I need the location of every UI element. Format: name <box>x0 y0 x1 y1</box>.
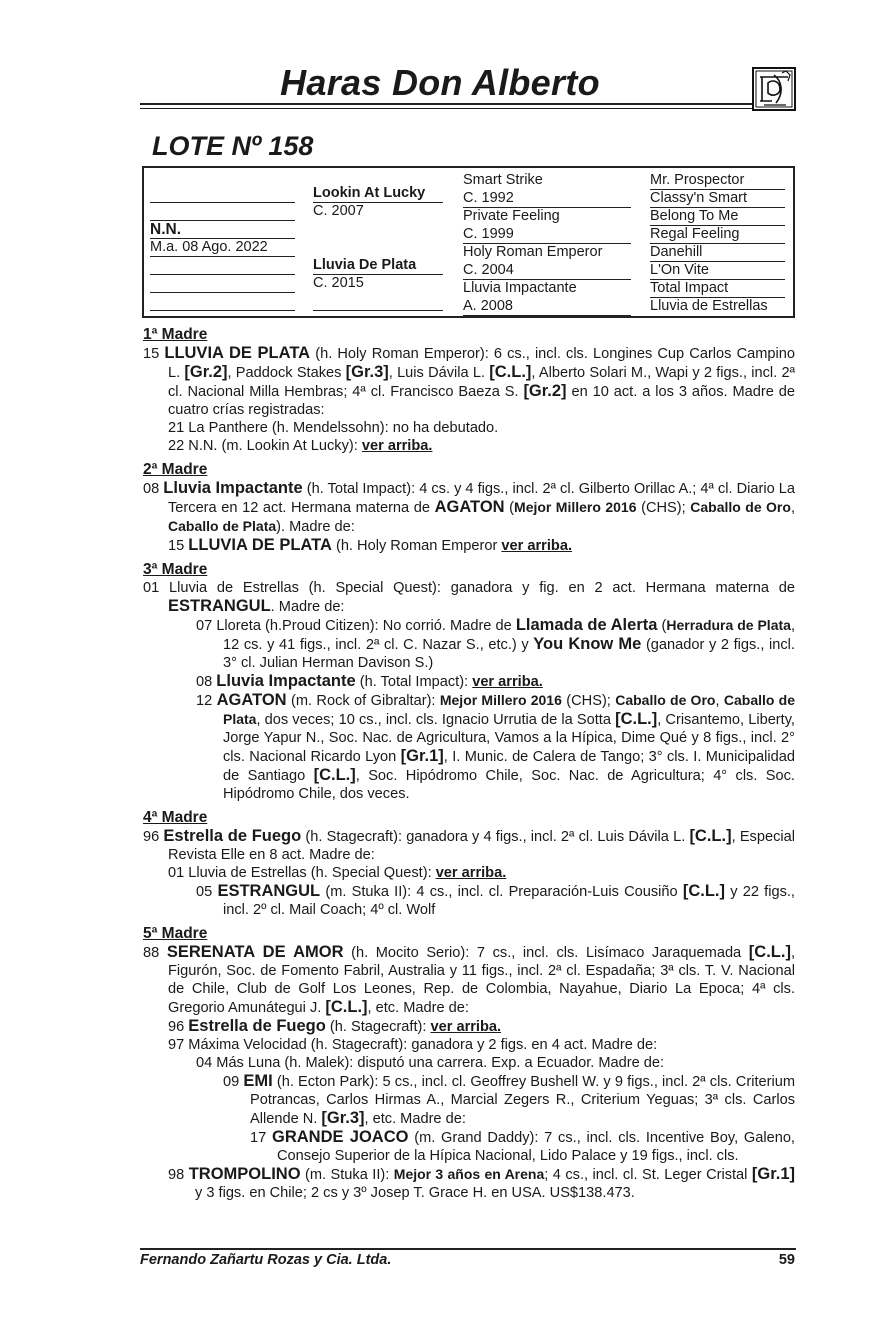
entry: 09 EMI (h. Ecton Park): 5 cs., incl. cl. Geoffrey Bushell W. y 9 figs., incl. 2ª cls. Criterium Potrancas, Carlos Hirmas A., Marcial Zegers R., Criterium Yeguas; 3ª cls. Carlos Allende N. [Gr.3], etc. Madre de: <box>223 1072 795 1127</box>
entry: 05 ESTRANGUL (m. Stuka II): 4 cs., incl. cl. Preparación-Luis Cousiño [C.L.] y 22 figs., incl. 2º cl. Mail Coach; 4º cl. Wolf <box>196 882 795 918</box>
entry: 15 LLUVIA DE PLATA (h. Holy Roman Emperor): 6 cs., incl. cls. Longines Cup Carlos Campino L. [Gr.2], Paddock Stakes [Gr.3], Luis Dávila L. [C.L.], Alberto Solari M., Wapi y 2 figs., incl. 2ª cl. Nacional Milla Hembras; 4ª cl. Francisco Baeza S. [Gr.2] en 10 act. a los 3 años. Madre de cuatro crías registradas: <box>143 344 795 418</box>
entry: 97 Máxima Velocidad (h. Stagecraft): ganadora y 2 figs. en 4 act. Madre de: <box>168 1037 658 1053</box>
lot-title: LOTE Nº 158 <box>152 131 314 161</box>
pedigree-sire-dam-info: C. 1999 <box>463 226 631 244</box>
section-third-dam <box>143 561 795 803</box>
pedigree-rule <box>150 203 295 221</box>
pedigree-g3-3: Belong To Me <box>650 208 785 226</box>
entry: 96 Estrella de Fuego (h. Stagecraft): ver arriba. <box>168 1017 502 1035</box>
pedigree-rule <box>313 293 443 311</box>
entry: 98 TROMPOLINO (m. Stuka II): Mejor 3 años en Arena; 4 cs., incl. cl. St. Leger Cristal [Gr.1] y 3 figs. en Chile; 2 cs y 3º Josep T. Grace H. en USA. US$138.473. <box>168 1165 795 1201</box>
footer-publisher: Fernando Zañartu Rozas y Cia. Ltda. <box>140 1252 392 1268</box>
section-heading: 4ª Madre <box>143 809 208 826</box>
footer-rule <box>140 1248 796 1250</box>
entry: 15 LLUVIA DE PLATA (h. Holy Roman Emperor ver arriba. <box>168 536 573 554</box>
header-rule <box>140 103 752 105</box>
section-heading: 2ª Madre <box>143 461 208 478</box>
section-fifth-dam <box>143 925 795 1202</box>
pedigree-g3-6: L'On Vite <box>650 262 785 280</box>
pedigree-dam: Lluvia De Plata <box>313 257 443 275</box>
ver-arriba-link: ver arriba. <box>501 538 573 554</box>
entry: 21 La Panthere (h. Mendelssohn): no ha debutado. <box>168 420 499 436</box>
pedigree-g3-7: Total Impact <box>650 280 785 298</box>
entry: 96 Estrella de Fuego (h. Stagecraft): ganadora y 4 figs., incl. 2ª cl. Luis Dávila L. [C.L.], Especial Revista Elle en 8 act. Madre de: <box>143 827 795 863</box>
section-heading: 3ª Madre <box>143 561 208 578</box>
section-heading: 1ª Madre <box>143 326 208 343</box>
pedigree-dam-sire-info: C. 2004 <box>463 262 631 280</box>
entry: 22 N.N. (m. Lookin At Lucky): ver arriba. <box>168 438 433 454</box>
ver-arriba-link: ver arriba. <box>472 674 543 690</box>
pedigree-g3-2: Classy'n Smart <box>650 190 785 208</box>
ver-arriba-link: ver arriba. <box>435 865 507 881</box>
pedigree-rule <box>150 275 295 293</box>
section-second-dam <box>143 461 795 555</box>
pedigree-sire-sire: Smart Strike <box>463 172 543 188</box>
pedigree-g3-1: Mr. Prospector <box>650 172 785 190</box>
pedigree-dam-sire: Holy Roman Emperor <box>463 244 603 260</box>
section-first-dam <box>143 326 795 455</box>
pedigree-rule <box>150 257 295 275</box>
ver-arriba-link: ver arriba. <box>430 1019 502 1035</box>
section-heading: 5ª Madre <box>143 925 208 942</box>
pedigree-sire-sire-info: C. 1992 <box>463 190 631 208</box>
pedigree-sire: Lookin At Lucky <box>313 185 443 203</box>
family-text <box>143 326 795 1202</box>
pedigree-dam-info: C. 2015 <box>313 275 364 291</box>
page-title: Haras Don Alberto <box>280 62 600 103</box>
header-rule-thin <box>140 108 752 109</box>
entry: 07 Lloreta (h.Proud Citizen): No corrió. Madre de Llamada de Alerta (Herradura de Plata, 12 cs. y 41 figs., incl. 2ª cl. C. Nazar S., etc.) y You Know Me (ganador y 2 figs., incl. 3° cl. Julian Herman Davison S.) <box>196 616 795 671</box>
pedigree-g3-4: Regal Feeling <box>650 226 785 244</box>
pedigree-subject: N.N. <box>150 221 295 239</box>
section-fourth-dam <box>143 809 795 919</box>
haras-logo-icon <box>752 67 796 111</box>
pedigree-g3-5: Danehill <box>650 244 785 262</box>
pedigree-subject-info: M.a. 08 Ago. 2022 <box>150 239 295 257</box>
pedigree-g3-8: Lluvia de Estrellas <box>650 298 768 314</box>
entry: 08 Lluvia Impactante (h. Total Impact): 4 cs. y 4 figs., incl. 2ª cl. Gilberto Orillac A.; 4ª cl. Diario La Tercera en 12 act. Hermana materna de AGATON (Mejor Millero 2016 (CHS); Caballo de Oro, Caballo de Plata). Madre de: <box>143 479 795 535</box>
entry: 04 Más Luna (h. Malek): disputó una carrera. Exp. a Ecuador. Madre de: <box>196 1055 665 1071</box>
pedigree-rule <box>150 185 295 203</box>
pedigree-table <box>142 166 795 318</box>
entry: 12 AGATON (m. Rock of Gibraltar): Mejor Millero 2016 (CHS); Caballo de Oro, Caballo de Plata, dos veces; 10 cs., incl. cls. Ignacio Urrutia de la Sotta [C.L.], Crisantemo, Liberty, Jorge Yapur N., Soc. Nac. de Agricultura, Vamos a la Hípica, Dime Qué y 8 figs., incl. 2° cls. Nacional Ricardo Lyon [Gr.1], I. Munic. de Calera de Tango; 3° cls. I. Municipalidad de Santiago [C.L.], Soc. Hipódromo Chile, Soc. Nac. de Agricultura; 4° cls. Soc. Hipódromo Chile, dos veces. <box>196 691 796 802</box>
pedigree-sire-dam: Private Feeling <box>463 208 560 224</box>
entry: 88 SERENATA DE AMOR (h. Mocito Serio): 7 cs., incl. cls. Lisímaco Jaraquemada [C.L.], Figurón, Soc. de Fomento Fabril, Australia y 11 figs., incl. 2ª cl. Espadaña; 3ª cls. T. V. Nacional de Chile, Club de Golf Los Leones, Rep. de Colombia, Nayahue, Diario La Epoca; 4ª cls. Gregorio Amunátegui J. [C.L.], etc. Madre de: <box>143 943 795 1016</box>
entry: 17 GRANDE JOACO (m. Grand Daddy): 7 cs., incl. cls. Incentive Boy, Galeno, Consejo Superior de la Hípica Nacional, Lido Palace y 19 figs., incl. cls. <box>250 1128 795 1164</box>
ver-arriba-link: ver arriba. <box>361 438 433 454</box>
entry: 01 Lluvia de Estrellas (h. Special Quest): ver arriba. <box>168 865 507 881</box>
pedigree-sire-info: C. 2007 <box>313 203 364 219</box>
entry: 01 Lluvia de Estrellas (h. Special Quest): ganadora y fig. en 2 act. Hermana materna de ESTRANGUL. Madre de: <box>143 580 795 615</box>
pedigree-rule <box>150 293 295 311</box>
page-number: 59 <box>778 1252 795 1268</box>
pedigree-dam-dam: Lluvia Impactante <box>463 280 577 296</box>
pedigree-dam-dam-info: A. 2008 <box>463 298 631 316</box>
entry: 08 Lluvia Impactante (h. Total Impact): ver arriba. <box>196 672 543 690</box>
